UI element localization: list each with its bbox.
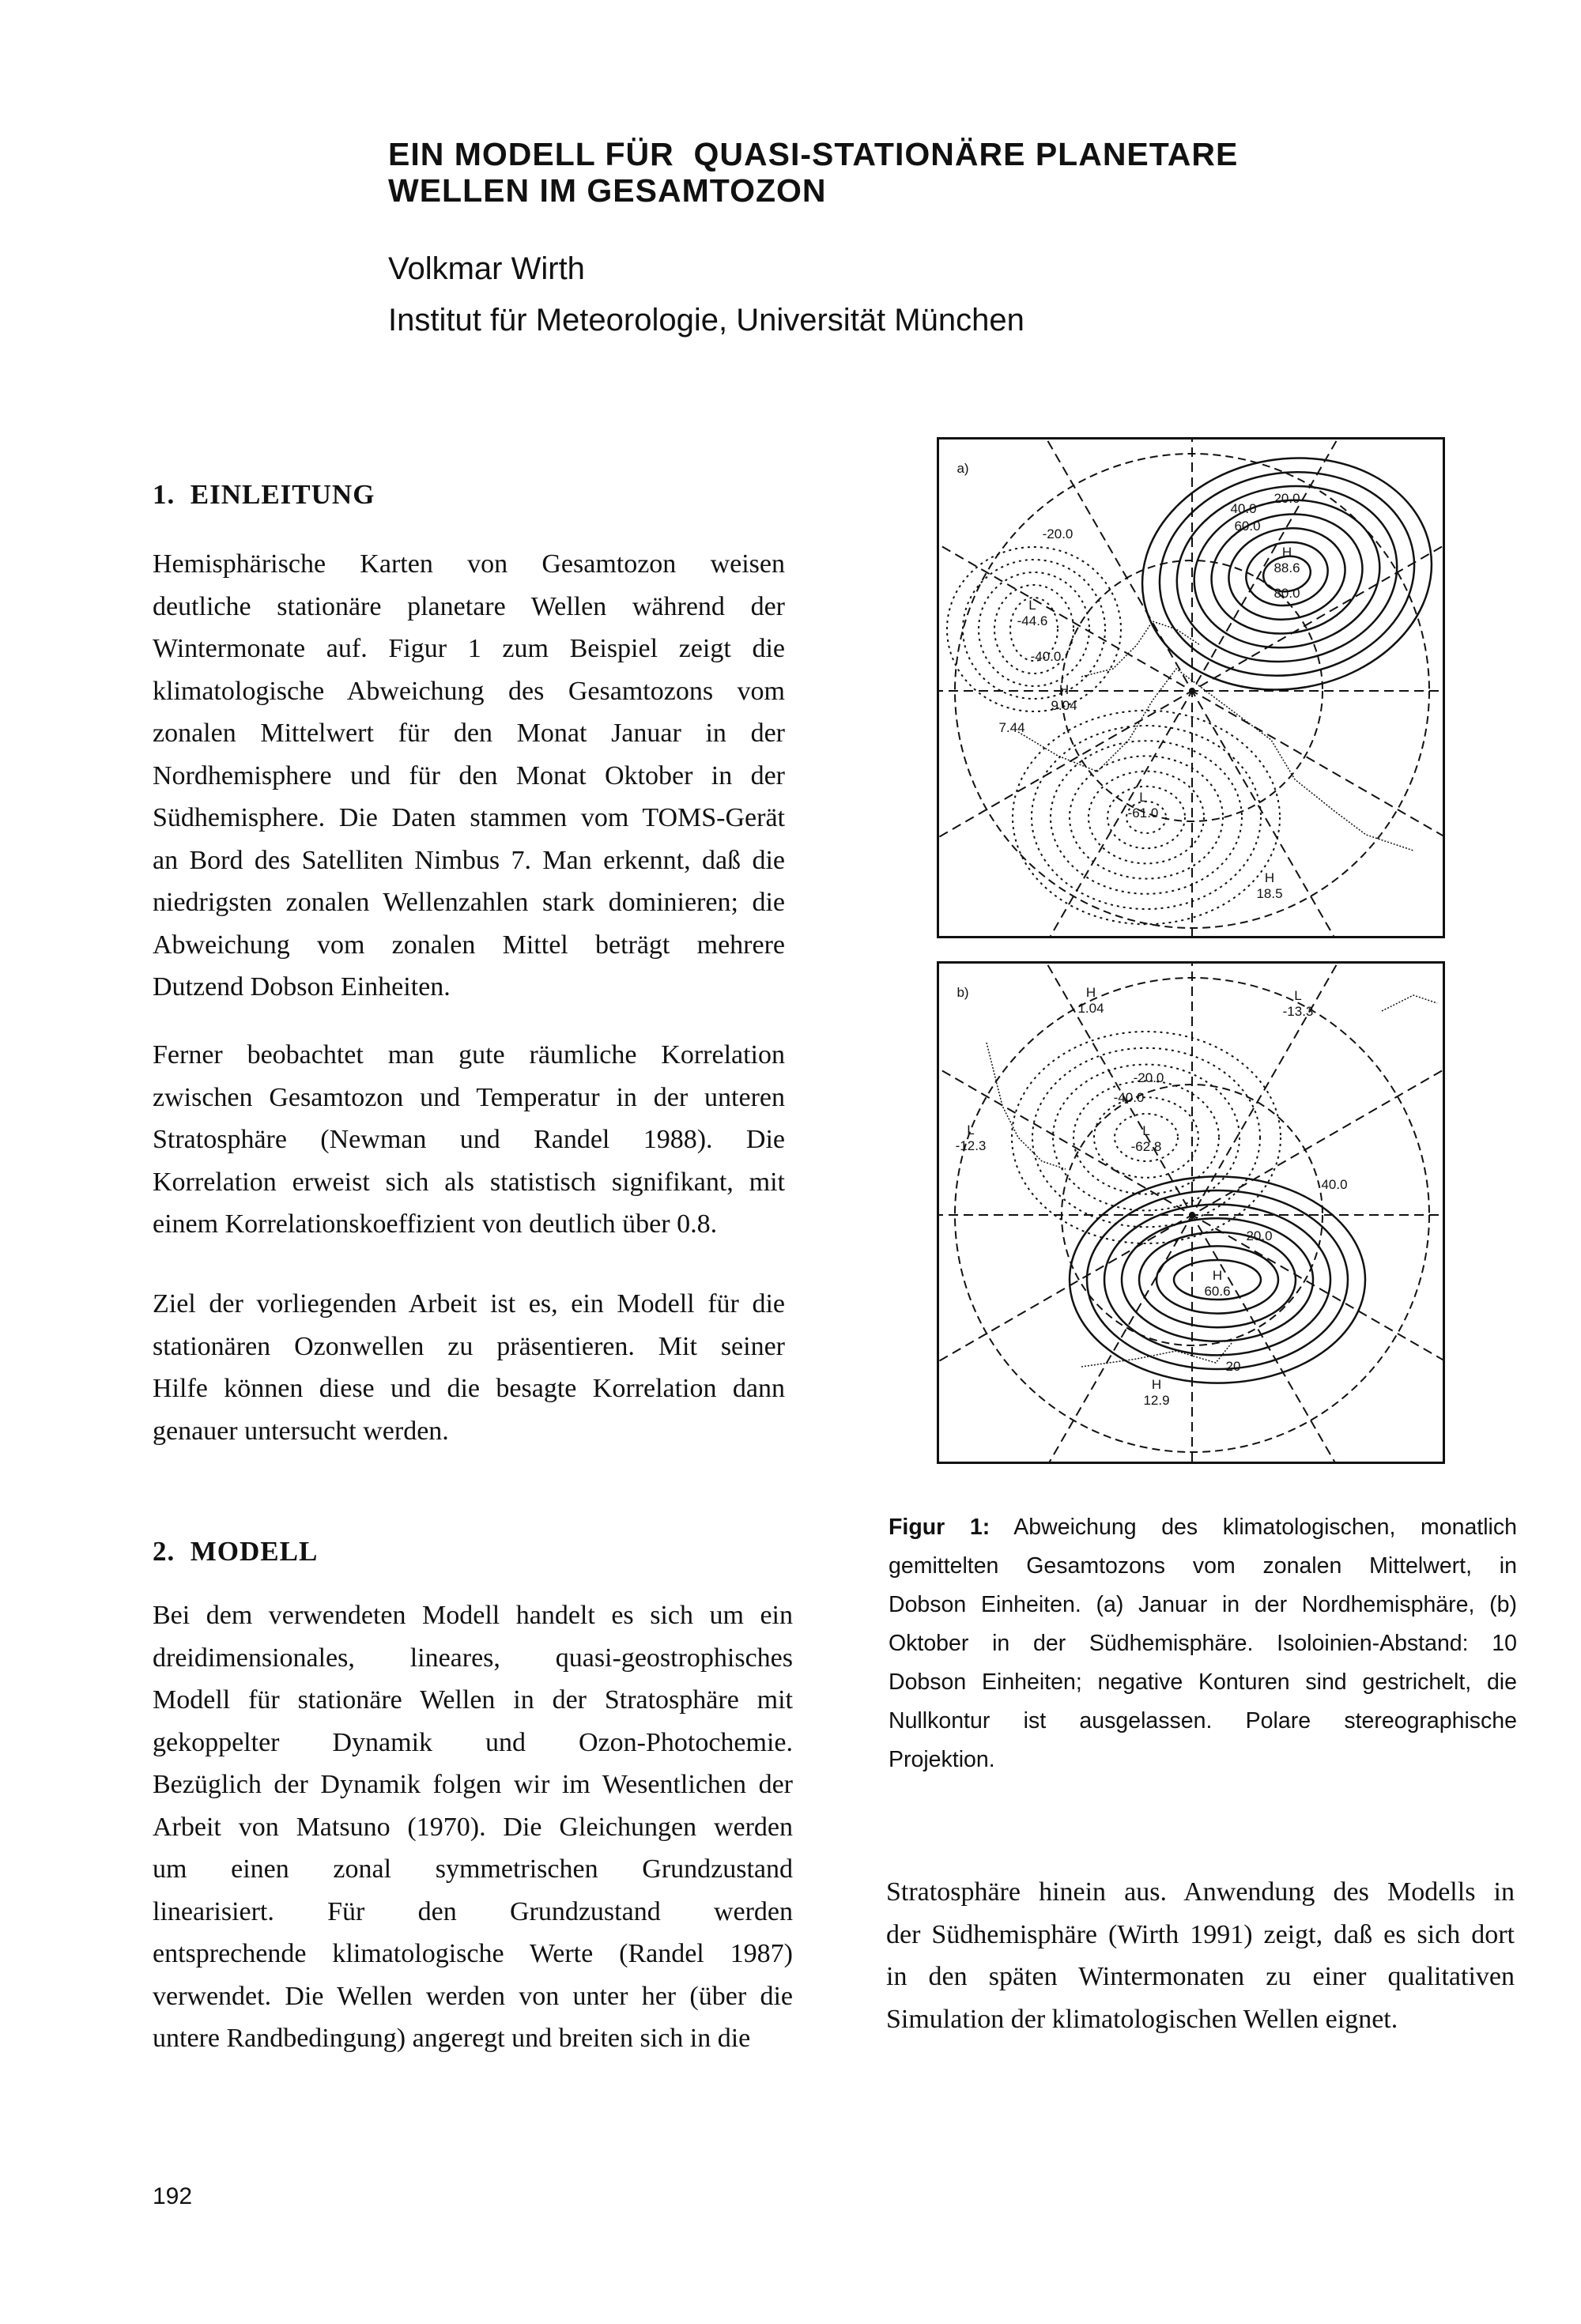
extremum-marker: H (1151, 1377, 1162, 1392)
extremum-value: 9.04 (1051, 698, 1077, 713)
figure-1b-map (937, 961, 1445, 1464)
contour-label: 20.0 (1273, 491, 1300, 506)
figure-1b-plot (939, 964, 1443, 1462)
contour-label: 40.0 (1321, 1177, 1348, 1192)
extremum-value: 18.5 (1256, 886, 1283, 901)
extremum-marker: H (1264, 870, 1275, 885)
text-line: zonalen Mittelwert für den Monat Januar in der (153, 719, 785, 748)
extremum-value: -13.3 (1282, 1004, 1314, 1019)
extremum-value: 20 (1225, 1359, 1241, 1374)
extremum-marker: L (967, 1122, 975, 1137)
text-line: niedrigsten zonalen Wellenzahlen stark dominieren; die (153, 888, 785, 917)
text-line: Südhemisphere. Die Daten stammen vom TOMS-Gerät (153, 803, 785, 832)
extremum-marker: H (1085, 985, 1096, 1000)
text-line: Bei dem verwendeten Modell handelt es sich um ein (153, 1601, 793, 1630)
contour-label: 20.0 (1246, 1228, 1273, 1243)
panel-label: a) (957, 461, 969, 476)
extremum-marker: L (1028, 598, 1036, 613)
caption-line: gemittelten Gesamtozons vom zonalen Mittelwert, in (889, 1553, 1517, 1579)
text-line: klimatologische Abweichung des Gesamtozons vom (153, 676, 785, 706)
coastline (1018, 669, 1413, 851)
text-line: Wintermonate auf. Figur 1 zum Beispiel zeigt die (153, 634, 785, 663)
extremum-marker: H (1212, 1268, 1223, 1283)
text-line: Modell für stationäre Wellen in der Stratosphäre mit (153, 1685, 793, 1715)
text-line: verwendet. Die Wellen werden von unter her (über die (153, 1981, 793, 2011)
text-line: Arbeit von Matsuno (1970). Die Gleichungen werden (153, 1812, 793, 1842)
text-line: einem Korrelationskoeffizient von deutlich über 0.8. (153, 1209, 718, 1239)
caption-line (889, 1508, 1517, 1547)
section-2-paragraph-1 (153, 1594, 793, 2060)
text-line: untere Randbedingung) angeregt und breiten sich in die (153, 2024, 751, 2053)
extremum-value: -12.3 (955, 1138, 987, 1153)
caption-text: Abweichung des klimatologischen, monatlich (990, 1515, 1517, 1540)
text-line: Nordhemisphere und für den Monat Oktober in der (153, 760, 785, 790)
author-affiliation: Institut für Meteorologie, Universität München (388, 303, 1024, 338)
extremum-value: 1.04 (1077, 1001, 1104, 1016)
text-line: um einen zonal symmetrischen Grundzustand (153, 1854, 793, 1884)
text-line: Stratosphäre (Newman und Randel 1988). Die (153, 1125, 785, 1154)
text-line: entsprechende klimatologische Werte (Randel 1987) (153, 1939, 793, 1968)
caption-line: Oktober in der Südhemisphäre. Isoloinien-Abstand: 10 (889, 1631, 1517, 1656)
contour-label: -20.0 (1133, 1070, 1164, 1085)
text-line: genauer untersucht werden. (153, 1416, 449, 1446)
caption-line: Dobson Einheiten. (a) Januar in der Nordhemisphäre, (b) (889, 1592, 1517, 1617)
contour-label: 40.0 (1230, 501, 1257, 516)
contour-label: 60.0 (1234, 519, 1261, 534)
extremum-value: 7.44 (998, 720, 1025, 735)
extremum-value: 88.6 (1273, 560, 1300, 575)
extremum-value: -44.6 (1017, 613, 1048, 628)
section-2-heading: 2. MODELL (153, 1536, 319, 1567)
extremum-value: -61.0 (1127, 805, 1159, 821)
text-line: Bezüglich der Dynamik folgen wir im Wesentlichen der (153, 1770, 793, 1799)
author-name: Volkmar Wirth (388, 251, 585, 286)
caption-label: Figur 1: (889, 1515, 990, 1540)
page-number: 192 (153, 2183, 193, 2209)
extremum-marker: H (1058, 682, 1070, 697)
section-2-continuation (886, 1871, 1515, 2040)
text-line: Abweichung vom zonalen Mittel beträgt mehrere (153, 930, 785, 960)
coastline (1382, 995, 1437, 1011)
contour-label: -40.0 (1030, 649, 1062, 664)
paper-title (388, 136, 1238, 209)
section-1-paragraph-1 (153, 543, 785, 1009)
contour-label: 80.0 (1273, 586, 1300, 601)
text-line: stationären Ozonwellen zu präsentieren. Mit seiner (153, 1331, 785, 1361)
text-line: zwischen Gesamtozon und Temperatur in der unteren (153, 1082, 785, 1112)
title-line-2: WELLEN IM GESAMTOZON (388, 172, 827, 209)
figure-1-caption (889, 1508, 1517, 1779)
caption-line: Projektion. (889, 1747, 995, 1772)
coastline (1081, 621, 1200, 677)
text-line: linearisiert. Für den Grundzustand werden (153, 1896, 793, 1926)
text-line: dreidimensionales, lineares, quasi-geostrophisches (153, 1643, 793, 1673)
text-line: deutliche stationäre planetare Wellen während der (153, 591, 785, 621)
section-1-paragraph-3 (153, 1283, 785, 1452)
text-line: Hemisphärische Karten von Gesamtozon weisen (153, 549, 785, 579)
text-line: in den späten Wintermonaten zu einer qualitativen (886, 1962, 1515, 1991)
title-line-1: EIN MODELL FÜR QUASI-STATIONÄRE PLANETARE (388, 136, 1239, 172)
text-line: Korrelation erweist sich als statistisch signifikant, mit (153, 1167, 785, 1197)
text-line: Dutzend Dobson Einheiten. (153, 972, 451, 1002)
contour-label: -20.0 (1042, 526, 1073, 541)
contour-label: -40.0 (1113, 1090, 1145, 1105)
section-1-paragraph-2 (153, 1034, 785, 1246)
extremum-marker: H (1281, 545, 1292, 560)
negative-contour (963, 560, 1105, 699)
negative-contour (947, 547, 1121, 711)
text-line: gekoppelter Dynamik und Ozon-Photochemie. (153, 1727, 793, 1757)
caption-line: Dobson Einheiten; negative Konturen sind gestrichelt, die (889, 1669, 1517, 1695)
text-line: Stratosphäre hinein aus. Anwendung des Modells in (886, 1877, 1515, 1907)
extremum-value: 60.6 (1204, 1284, 1231, 1299)
panel-label: b) (957, 985, 969, 1000)
figure-1a-plot (939, 440, 1443, 936)
figure-1a-map (937, 437, 1445, 938)
section-1-heading: 1. EINLEITUNG (153, 479, 375, 510)
text-line: Simulation der klimatologischen Wellen eignet. (886, 2004, 1398, 2034)
caption-line: Nullkontur ist ausgelassen. Polare stereographische (889, 1708, 1517, 1734)
extremum-value: -62.8 (1130, 1139, 1162, 1154)
extremum-marker: L (1294, 988, 1302, 1003)
text-line: Ferner beobachtet man gute räumliche Korrelation (153, 1040, 785, 1070)
extremum-value: 12.9 (1143, 1393, 1170, 1408)
text-line: Hilfe können diese und die besagte Korrelation dann (153, 1374, 785, 1403)
extremum-marker: L (1139, 790, 1147, 805)
text-line: Ziel der vorliegenden Arbeit ist es, ein Modell für die (153, 1289, 785, 1319)
extremum-marker: L (1142, 1123, 1150, 1138)
text-line: der Südhemisphäre (Wirth 1991) zeigt, daß es sich dort (886, 1919, 1515, 1949)
text-line: an Bord des Satelliten Nimbus 7. Man erkennt, daß die (153, 845, 785, 875)
positive-contour (1124, 440, 1443, 712)
